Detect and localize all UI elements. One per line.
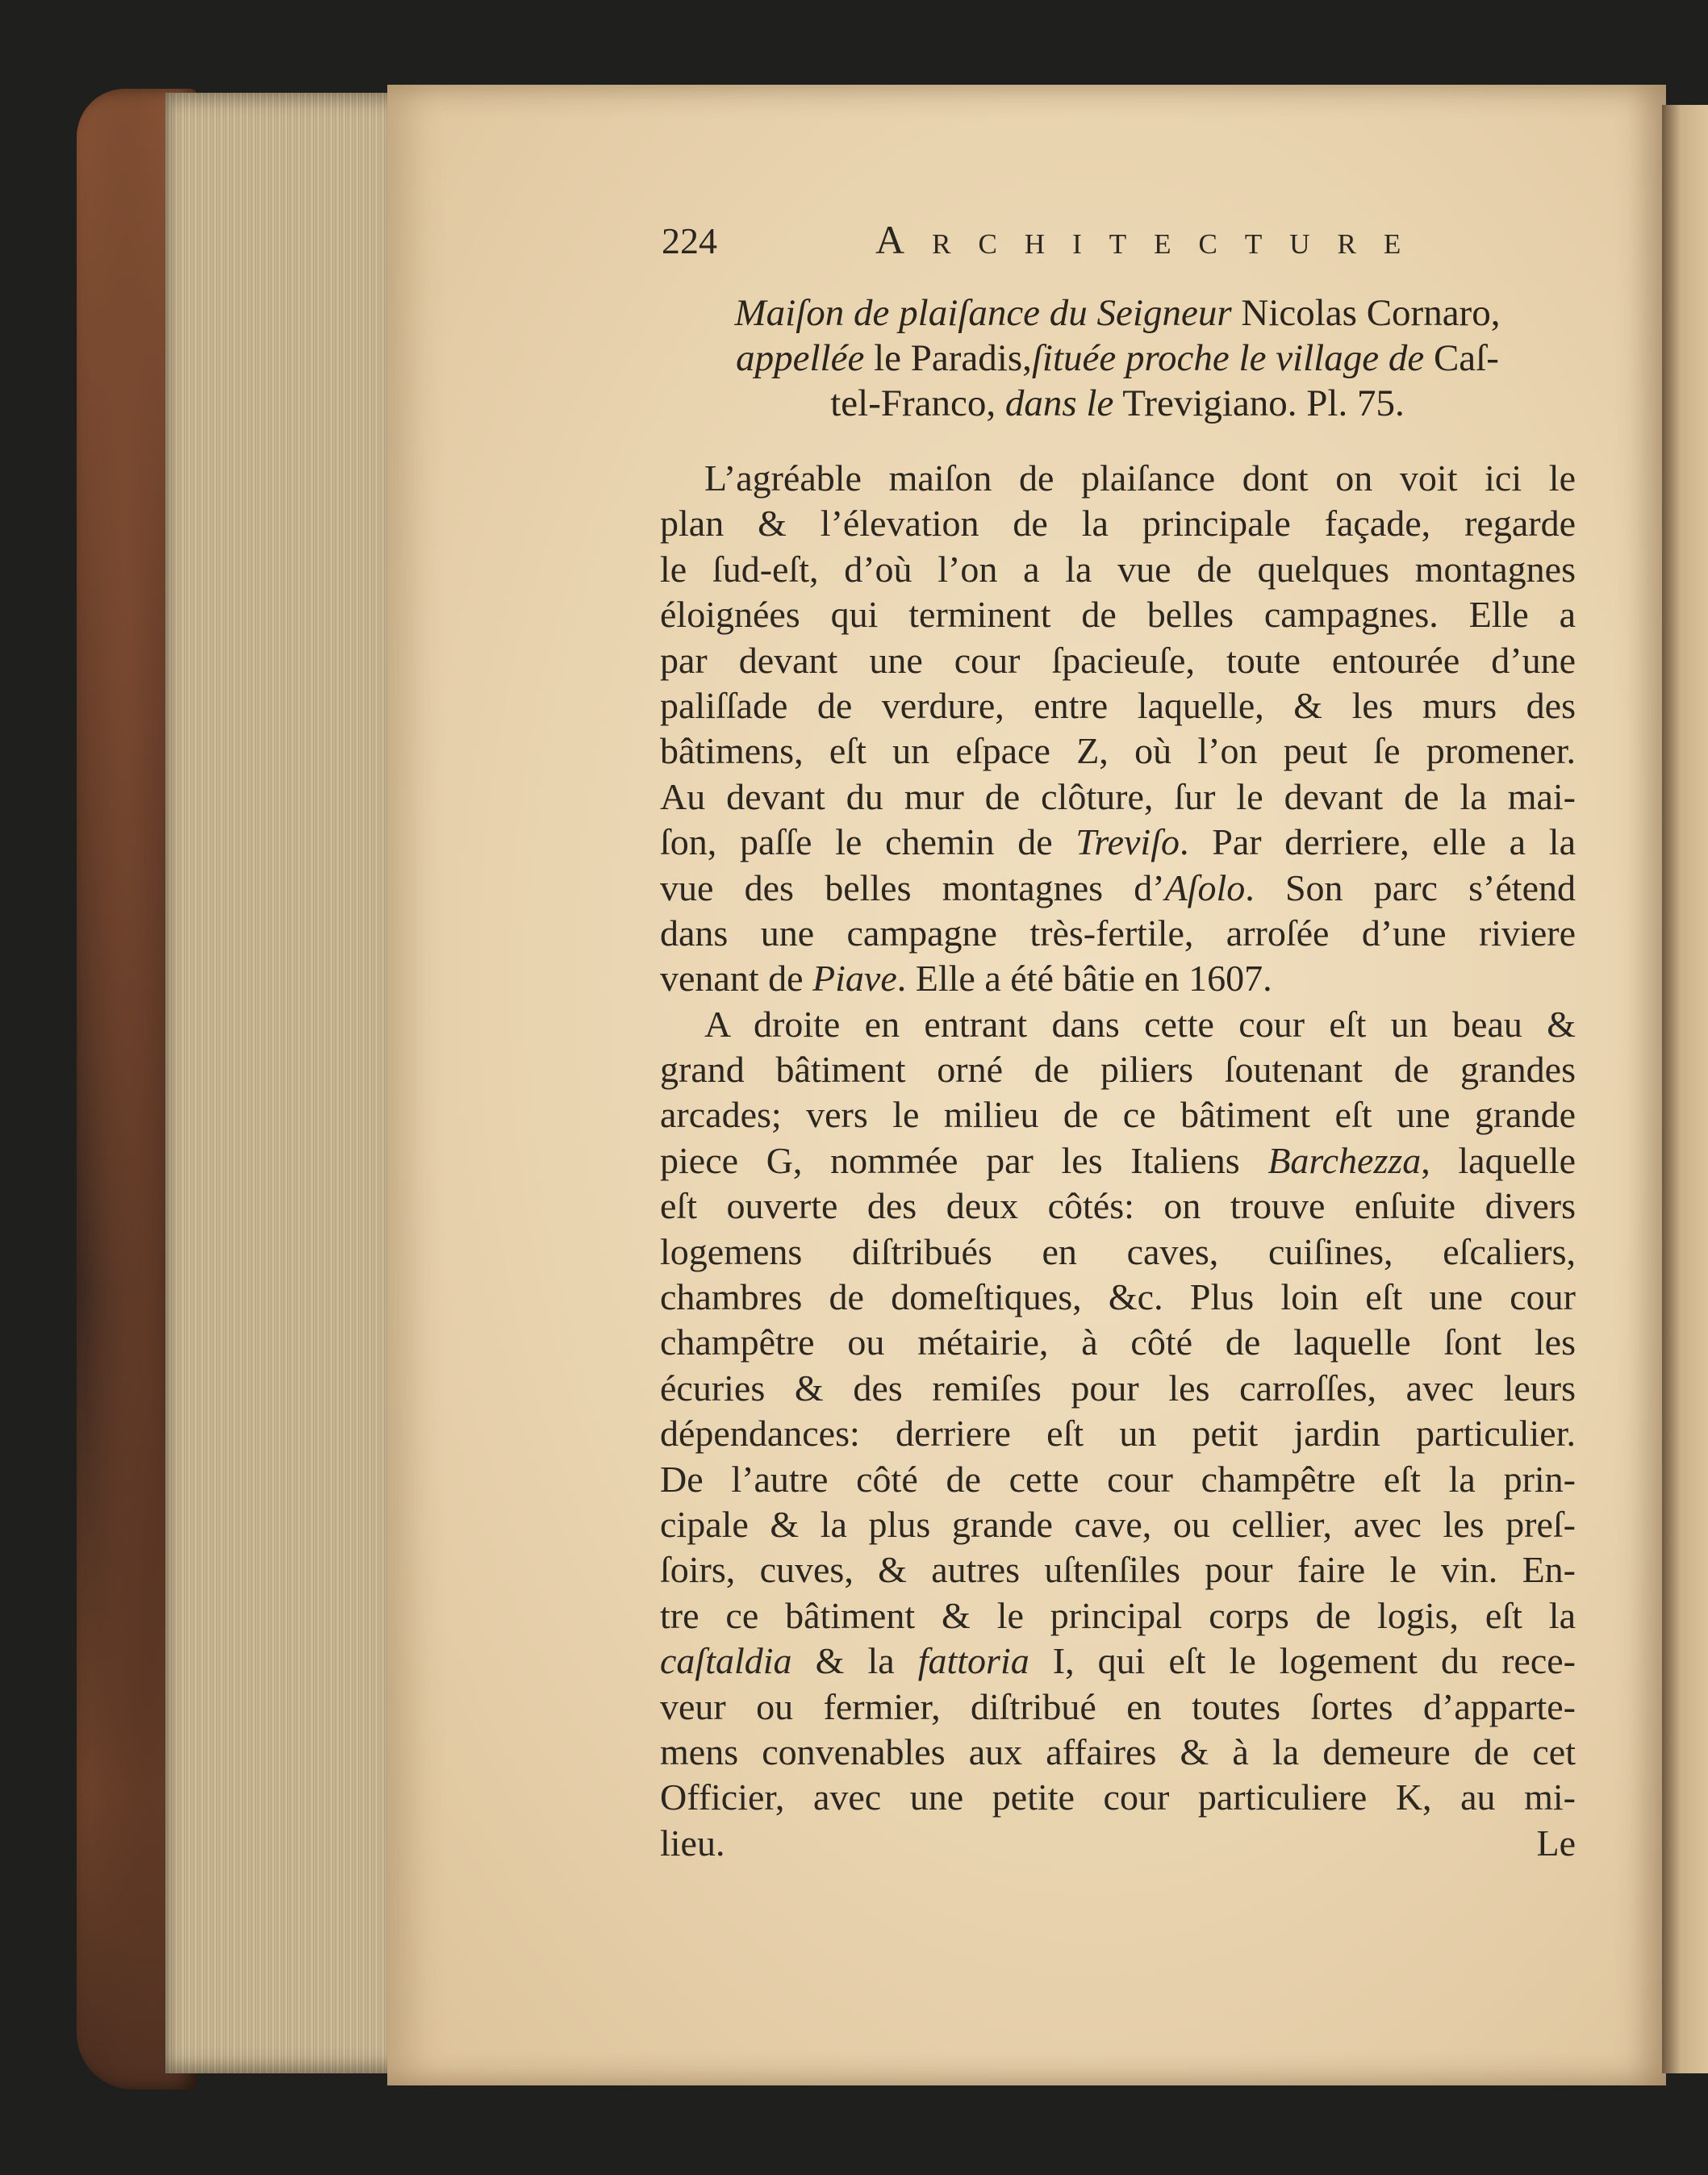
page-number: 224 <box>662 220 717 261</box>
text-line: Officier, avec une petite cour particuliere K, au mi- <box>660 1776 1576 1818</box>
running-head <box>662 219 1460 268</box>
facing-page-edge <box>1662 105 1708 2073</box>
text-line: tre ce bâtiment & le principal corps de logis, eſt la <box>660 1594 1576 1636</box>
text-line: L’agréable maiſon de plaiſance dont on voit ici le <box>704 457 1576 499</box>
text-line: paliſſade de verdure, entre laquelle, & les murs des <box>660 684 1576 726</box>
text-line: piece G, nommée par les Italiens Barchezza, laquelle <box>660 1139 1576 1181</box>
text-line: caſtaldia & la fattoria I, qui eſt le logement du rece- <box>660 1640 1576 1682</box>
text-line: ſon, paſſe le chemin de Treviſo. Par derriere, elle a la <box>660 821 1576 863</box>
text-line: venant de Piave. Elle a été bâtie en 1607. <box>660 958 1272 1000</box>
heading-line-1: Maiſon de plaiſance du Seigneur Nicolas Cornaro, <box>734 292 1501 334</box>
text-line: chambres de domeſtiques, &c. Plus loin eſt une cour <box>660 1276 1576 1318</box>
text-line-last <box>660 1821 1576 1866</box>
text-line: grand bâtiment orné de piliers ſoutenant de grandes <box>660 1049 1576 1091</box>
text-line: mens convenables aux affaires & à la demeure de cet <box>660 1730 1576 1772</box>
text-line: A droite en entrant dans cette cour eſt un beau & <box>704 1003 1576 1045</box>
text-line: arcades; vers le milieu de ce bâtiment eſt une grande <box>660 1094 1576 1136</box>
text-line: champêtre ou métairie, à côté de laquelle ſont les <box>660 1321 1576 1363</box>
text-line: logemens diſtribués en caves, cuiſines, eſcaliers, <box>660 1230 1576 1272</box>
text-line: Au devant du mur de clôture, ſur le devant de la mai- <box>660 775 1576 817</box>
section-heading <box>654 290 1581 426</box>
last-line: lieu. <box>660 1822 725 1864</box>
text-line: veur ou fermier, diſtribué en toutes ſortes d’apparte- <box>660 1685 1576 1727</box>
text-line: cipale & la plus grande cave, ou cellier, avec les preſ- <box>660 1503 1576 1545</box>
text-line: eſt ouverte des deux côtés: on trouve enſuite divers <box>660 1185 1576 1227</box>
text-line: le ſud-eſt, d’où l’on a la vue de quelques montagnes <box>660 548 1576 590</box>
catchword: Le <box>1536 1822 1576 1864</box>
heading-line-3: tel-Franco, dans le Trevigiano. Pl. 75. <box>830 382 1405 424</box>
text-line: De l’autre côté de cette cour champêtre eſt la prin- <box>660 1458 1576 1500</box>
text-line: vue des belles montagnes d’Aſolo. Son parc s’étend <box>660 866 1576 908</box>
text-line: dans une campagne très-fertile, arroſée d’une riviere <box>660 912 1576 954</box>
text-line: ſoirs, cuves, & autres uſtenſiles pour faire le vin. En- <box>660 1549 1576 1591</box>
body-text <box>660 456 1576 1866</box>
text-line: par devant une cour ſpacieuſe, toute entourée d’une <box>660 639 1576 681</box>
text-line: dépendances: derriere eſt un petit jardin particulier. <box>660 1413 1576 1455</box>
text-line: éloignées qui terminent de belles campagnes. Elle a <box>660 594 1576 636</box>
text-line: plan & l’élevation de la principale façade, regarde <box>660 503 1576 545</box>
heading-line-2: appellée le Paradis,ſituée proche le village de Caſ- <box>736 337 1499 379</box>
text-line: écuries & des remiſes pour les carroſſes, avec leurs <box>660 1367 1576 1409</box>
text-line: bâtimens, eſt un eſpace Z, où l’on peut ſe promener. <box>660 730 1576 772</box>
running-title: Architecture <box>875 217 1429 262</box>
page-edges <box>165 93 399 2073</box>
